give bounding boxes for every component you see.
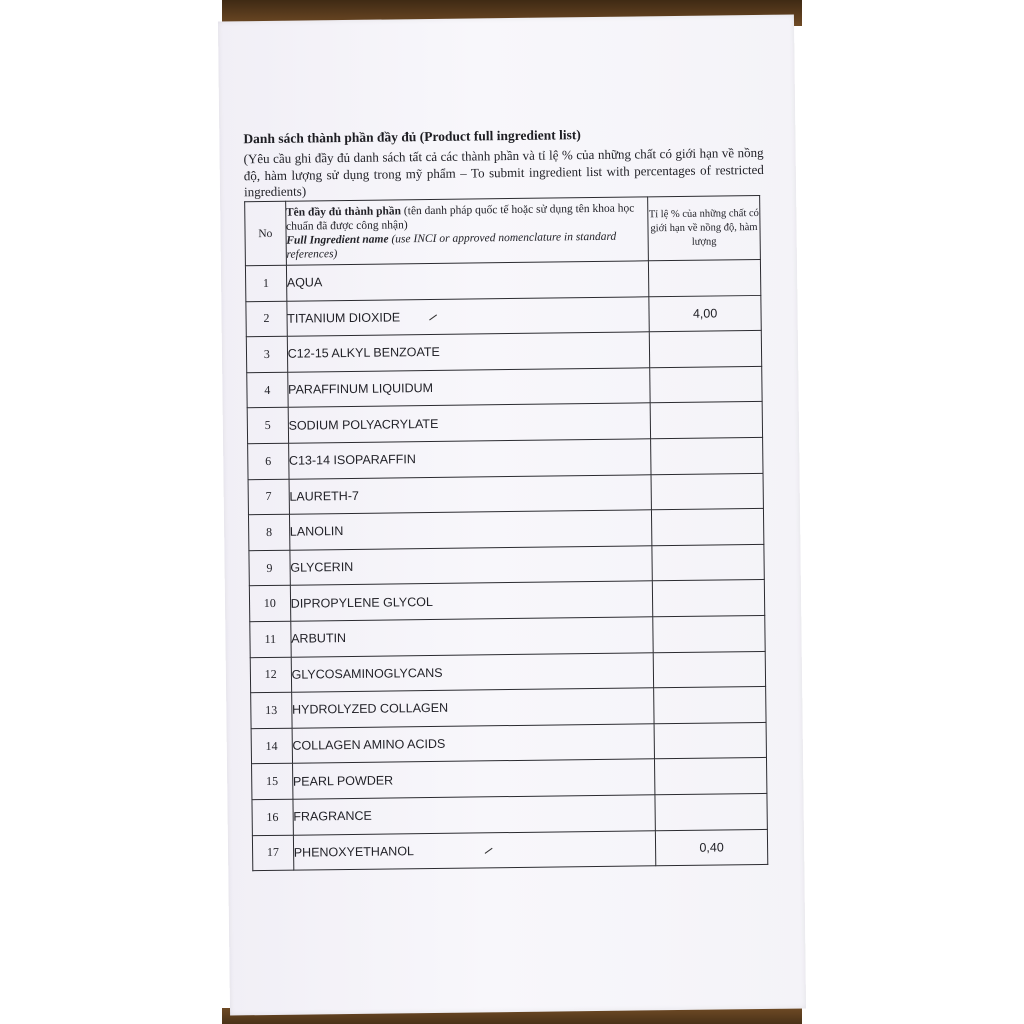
ingredient-percentage	[648, 259, 760, 296]
header-name-en-rest: (use INCI or approved nomenclature in standard references)	[286, 230, 617, 261]
ingredient-name	[290, 581, 653, 621]
row-number: 10	[249, 586, 290, 622]
row-number: 13	[251, 692, 292, 728]
ingredient-table	[244, 195, 768, 871]
ingredient-name	[287, 332, 650, 372]
ingredient-name	[289, 510, 652, 550]
pen-mark-icon	[429, 315, 437, 321]
ingredient-name	[286, 261, 649, 301]
ingredient-name-text: C13-14 ISOPARAFFIN	[288, 452, 416, 468]
row-number: 2	[246, 301, 287, 337]
ingredient-name-text: LANOLIN	[289, 524, 344, 540]
ingredient-name-text: ARBUTIN	[291, 631, 347, 646]
header-percentage: Tỉ lệ % của những chất có giới hạn về nồng độ, hàm lượng	[648, 195, 761, 260]
row-number: 1	[245, 265, 286, 301]
ingredient-name-text: DIPROPYLENE GLYCOL	[290, 594, 433, 611]
ingredient-name	[290, 546, 653, 586]
ingredient-name	[290, 617, 653, 657]
header-name-english	[286, 229, 648, 261]
ingredient-name	[292, 759, 655, 799]
row-number: 11	[250, 621, 291, 657]
row-number: 15	[252, 764, 293, 800]
row-number: 14	[251, 728, 292, 764]
ingredient-name	[291, 652, 654, 692]
ingredient-percentage	[652, 544, 764, 581]
ingredient-name-text: COLLAGEN AMINO ACIDS	[292, 736, 446, 753]
row-number: 5	[247, 408, 288, 444]
header-name-en-bold: Full Ingredient name	[286, 232, 389, 247]
ingredient-percentage	[649, 331, 761, 368]
background-right	[800, 0, 1024, 1024]
ingredient-name	[293, 795, 656, 835]
ingredient-percentage	[654, 687, 766, 724]
ingredient-percentage	[653, 651, 765, 688]
header-no: No	[245, 201, 286, 265]
ingredient-percentage: 0,40	[655, 829, 767, 866]
row-number: 12	[250, 657, 291, 693]
ingredient-percentage	[655, 793, 767, 830]
ingredient-name-text: HYDROLYZED COLLAGEN	[291, 701, 449, 718]
row-number: 7	[248, 479, 289, 515]
ingredient-name	[292, 723, 655, 763]
row-number: 8	[248, 514, 289, 550]
ingredient-name-text: SODIUM POLYACRYLATE	[288, 416, 439, 433]
ingredient-name-text: PEARL POWDER	[292, 773, 394, 789]
ingredient-name	[289, 474, 652, 514]
ingredient-name	[287, 296, 650, 336]
ingredient-name-text: LAURETH-7	[289, 488, 359, 504]
ingredient-percentage	[654, 722, 766, 759]
ingredient-name	[287, 368, 650, 408]
background-left	[0, 0, 226, 1024]
table-header-row	[245, 195, 761, 265]
pen-mark-icon	[484, 848, 492, 854]
ingredient-percentage	[651, 473, 763, 510]
header-name-vi-bold: Tên đầy đủ thành phần	[285, 204, 402, 219]
ingredient-percentage	[650, 402, 762, 439]
ingredient-name-text: FRAGRANCE	[293, 808, 372, 824]
ingredient-percentage	[651, 509, 763, 546]
row-number: 4	[247, 372, 288, 408]
ingredient-name-text: GLYCOSAMINOGLYCANS	[291, 665, 443, 682]
ingredient-percentage	[653, 615, 765, 652]
ingredient-name	[288, 403, 651, 443]
ingredient-percentage	[651, 437, 763, 474]
ingredient-name-text: AQUA	[286, 275, 323, 291]
header-name-vietnamese	[286, 201, 648, 233]
ingredient-name	[293, 830, 656, 870]
ingredient-name-text: C12-15 ALKYL BENZOATE	[287, 345, 440, 362]
ingredient-percentage	[652, 580, 764, 617]
ingredient-name-text: GLYCERIN	[290, 559, 354, 575]
row-number: 6	[248, 443, 289, 479]
row-number: 9	[249, 550, 290, 586]
header-name-vi-rest: (tên danh pháp quốc tế hoặc sử dụng tên khoa học chuẩn đã được công nhận)	[286, 201, 635, 233]
ingredient-name	[291, 688, 654, 728]
row-number: 16	[252, 799, 293, 835]
table-body	[245, 259, 767, 870]
document-page	[218, 15, 806, 1016]
ingredient-name	[288, 439, 651, 479]
document-note: (Yêu cầu ghi đầy đủ danh sách tất cả các thành phần và tỉ lệ % của những chất có giới hạn về nồng độ, hàm lượng sử dụng trong mỹ phẩm – To submit ingredient list with percentages of restricted ingredients)	[243, 144, 764, 200]
ingredient-name-text: TITANIUM DIOXIDE	[287, 310, 401, 326]
header-ingredient-name	[285, 197, 648, 265]
ingredient-percentage: 4,00	[649, 295, 761, 332]
ingredient-name-text: PARAFFINUM LIQUIDUM	[288, 381, 434, 397]
ingredient-name-text: PHENOXYETHANOL	[293, 844, 415, 860]
row-number: 3	[246, 336, 287, 372]
ingredient-percentage	[655, 758, 767, 795]
row-number: 17	[252, 835, 293, 871]
table-row	[252, 829, 767, 871]
ingredient-percentage	[650, 366, 762, 403]
document-heading: Danh sách thành phần đầy đủ (Product full ingredient list)	[243, 127, 581, 147]
